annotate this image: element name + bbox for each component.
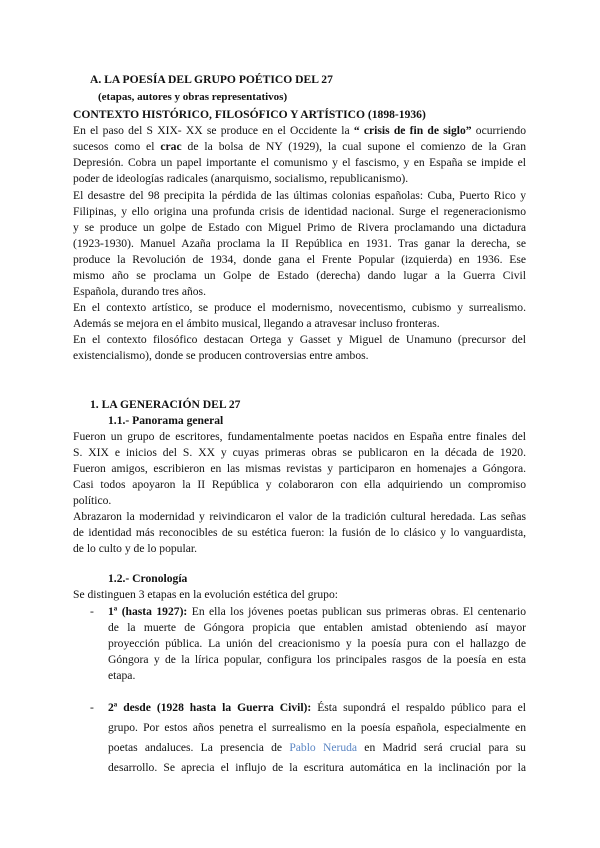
section-a-subheading: (etapas, autores y obras representativos) [98,91,288,103]
context-p2-line1: El desastre del 98 precipita la pérdida de las últimas colonias españolas: Cuba, Puerto Rico y [73,189,526,202]
context-p1-line2: sucesos como el crac de la bolsa de NY (1929), la cual supone el comienzo de la Gran [73,140,526,153]
stage1-line3: proyección pública. La unión del creacionismo y la poesía pura con el hallazgo de [108,637,526,650]
panorama-p1-line1: Fueron un grupo de escritores, fundamentalmente poetas nacidos en España entre finales del [73,430,526,443]
context-heading: CONTEXTO HISTÓRICO, FILOSÓFICO Y ARTÍSTICO (1898-1936) [73,108,426,121]
stage2-line2: grupo. Por estos años penetra el surrealismo en la poesía española, especialmente en [108,721,526,734]
stage1-bullet: - [90,605,94,618]
stage2-line3: poetas andaluces. La presencia de Pablo Neruda en Madrid será crucial para su [108,741,526,754]
context-p2-line3: y se produce un golpe de Estado con Miguel Primo de Rivera proclamando una dictadura [73,221,526,234]
context-p1-line1: En el paso del S XIX- XX se produce en el Occidente la “ crisis de fin de siglo” ocurriendo [73,124,527,137]
stage2-line4: desarrollo. Se aprecia el influjo de la escritura automática en la inclinación por la [108,761,526,774]
stage1-line4: Góngora y de la lírica popular, configura los principales rasgos de la poesía en esta [108,653,526,666]
context-p2-line7: Española, durando tres años. [73,285,206,298]
context-p2-line2: Filipinas, y ello origina una profunda crisis de identidad nacional. Surge el regeneracionismo [73,205,526,218]
context-p4-line1: En el contexto filosófico destacan Ortega y Gasset y Miguel de Unamuno (precursor del [73,333,526,346]
context-p4-line2: existencialismo), donde se producen controversias entre ambos. [73,349,369,362]
stage2-bullet: - [90,701,94,714]
context-p1-line3: Depresión. Cobra un papel importante el comunismo y el fascismo, y en España se impide el [73,156,526,169]
context-p2-line5: produce la Revolución de 1934, donde gana el Frente Popular (izquierda) en 1936. Ese [73,253,526,266]
panorama-p1-line3: Fueron amigos, escribieron en las mismas revistas y participaron en homenajes a Góngora. [73,462,526,475]
panorama-p2-line3: de lo culto y de lo popular. [73,542,197,555]
generation-heading: 1. LA GENERACIÓN DEL 27 [90,398,241,411]
pablo-neruda-link[interactable]: Pablo Neruda [289,741,358,754]
chronology-intro: Se distinguen 3 etapas en la evolución estética del grupo: [73,588,338,601]
context-p3-line2: Además se mejora en el ámbito musical, llegando a atravesar incluso fronteras. [73,317,440,330]
stage1-line2: de la muerte de Góngora propicia que entablen amistad obteniendo así mayor [108,621,526,634]
panorama-p1-line2: S. XIX e inicios del S. XX y cuyas primeras obras se publicaron en la década de 1920. [73,446,526,459]
stage1-line1: 1ª (hasta 1927): En ella los jóvenes poetas publican sus primeras obras. El centenario [108,605,527,618]
section-a-heading: A. LA POESÍA DEL GRUPO POÉTICO DEL 27 [90,73,333,86]
chronology-subheading: 1.2.- Cronología [108,572,188,585]
panorama-p2-line2: de identidad más reconocibles de su estética fueron: la fusión de lo clásico y lo vanguardista, [73,526,526,539]
panorama-p1-line5: político. [73,494,112,507]
panorama-subheading: 1.1.- Panorama general [108,414,224,427]
stage1-line5: etapa. [108,669,136,682]
context-p3-line1: En el contexto artístico, se produce el modernismo, novecentismo, cubismo y surrealismo. [73,301,526,314]
stage2-line1: 2ª desde (1928 hasta la Guerra Civil): Ésta supondrá el respaldo público para el [108,701,526,714]
context-p1-line4: poder de ideologías radicales (anarquismo, socialismo, republicanismo). [73,172,409,185]
panorama-p1-line4: Casi todos apoyaron la II República y colaboraron con ella adquiriendo un compromiso [73,478,526,491]
context-p2-line4: (1923-1930). Manuel Azaña proclama la II República en 1931. Tras ganar la derecha, se [73,237,526,250]
panorama-p2-line1: Abrazaron la modernidad y reivindicaron el valor de la tradición cultural heredada. Las señas [73,510,526,523]
context-p2-line6: mismo año se proclama un Golpe de Estado (derecha) dando lugar a la Guerra Civil [73,269,526,282]
